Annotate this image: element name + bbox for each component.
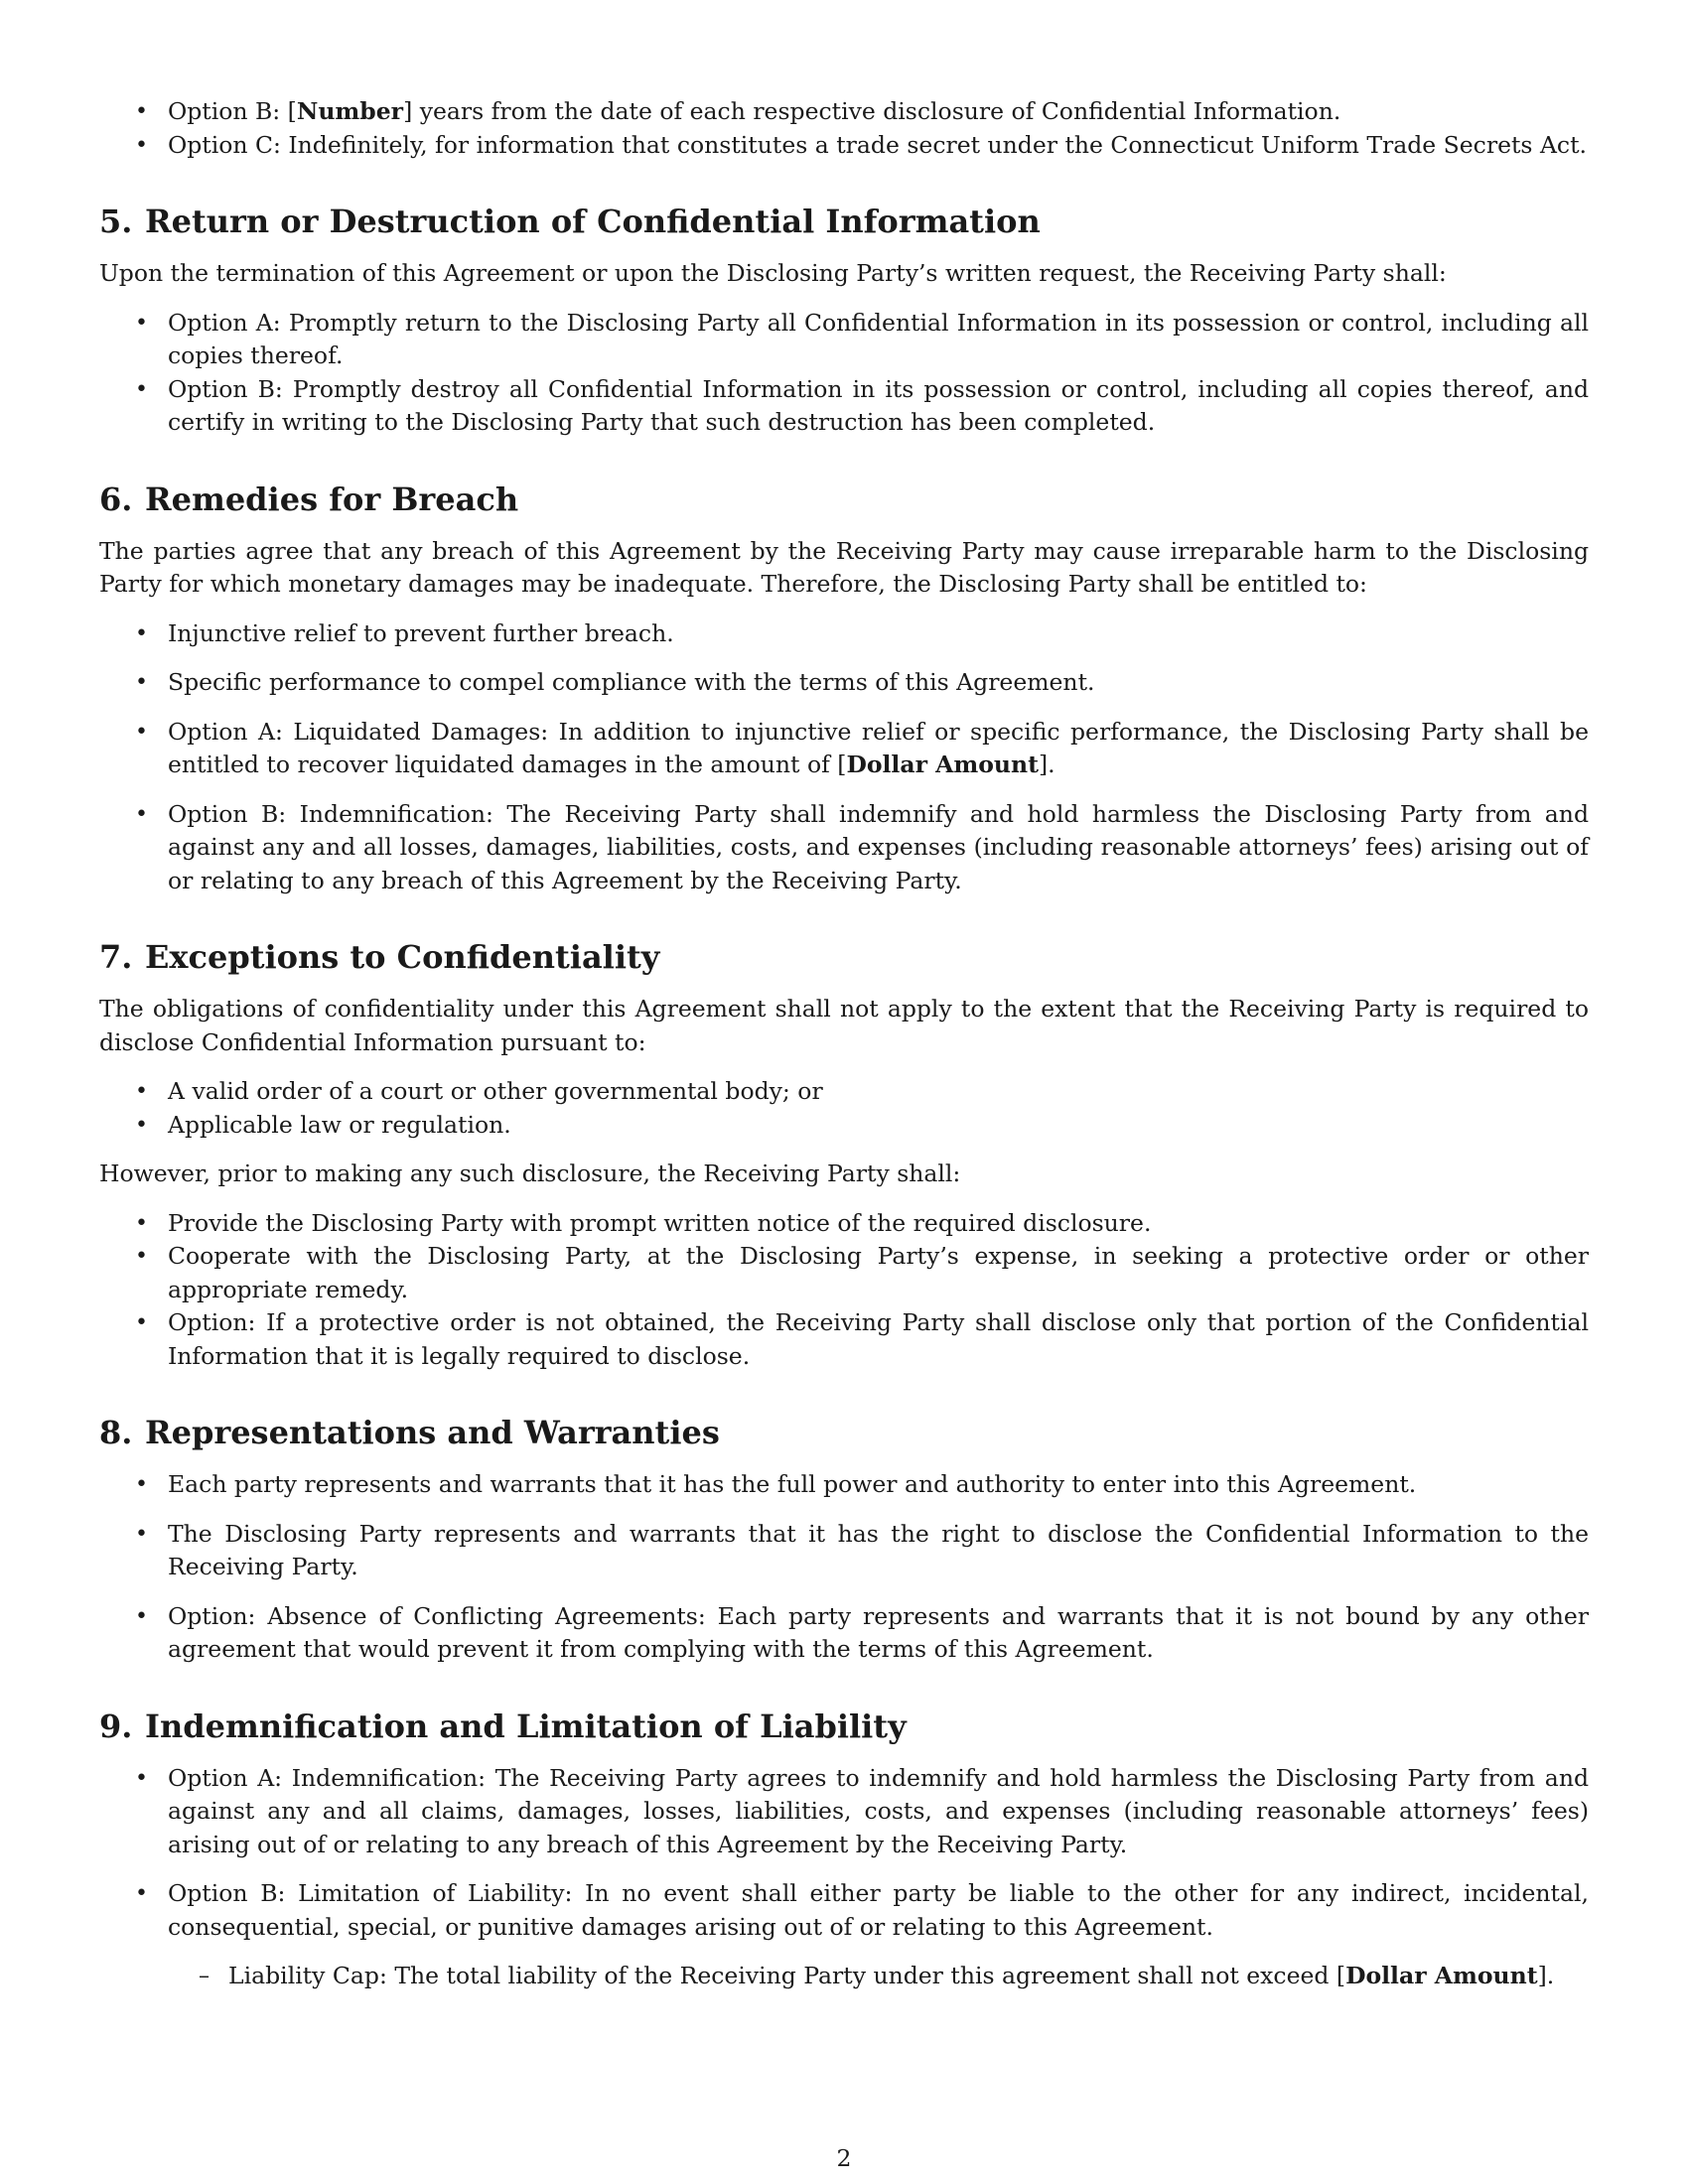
section-7-list-2 [99,1207,1589,1374]
sub-list-item: – Liability Cap: The total liability of the Receiving Party under this agreement shall not exceed [Dollar Amount]. [99,1960,1589,1993]
bullet-icon: • [135,1472,148,1497]
section-8-heading: 8. Representations and Warranties [99,1414,720,1451]
bullet-icon: • [135,1244,148,1269]
bullet-icon: • [135,620,148,646]
section-5-heading: 5. Return or Destruction of Confidential Information [99,203,1041,240]
bullet-icon: • [135,1079,148,1104]
list-item: • Option A: Indemnification: The Receiving Party agrees to indemnify and hold harmless the Disclosing Party from and against any and all claims, damages, losses, liabilities, costs, and expenses (including reasonable attorneys’ fees) arising out of or relating to any breach of this Agreement by the Receiving Party. [135,1763,1589,1858]
section-7-list [99,1075,1589,1142]
section-6-intro: The parties agree that any breach of this Agreement by the Receiving Party may cause irreparable harm to the Disclosing Party for which monetary damages may be inadequate. Therefore, the Disclosing Party shall be entitled to: [99,536,1589,598]
list-item: • Option A: Promptly return to the Disclosing Party all Confidential Information in its possession or control, including all copies thereof. [135,308,1589,369]
list-item: • Provide the Disclosing Party with prompt written notice of the required disclosure. [99,1207,1589,1241]
list-item: • Option B: Indemnification: The Receiving Party shall indemnify and hold harmless the Disclosing Party from and against any and all losses, damages, liabilities, costs, and expenses (including reasonable attorneys’ fees) arising out of or relating to any breach of this Agreement by the Receiving Party. [135,799,1589,894]
bullet-icon: • [135,1310,148,1335]
list-item: • Option A: Liquidated Damages: In addition to injunctive relief or specific performance, the Disclosing Party shall be entitled to recover liquidated damages in the amount of [Dollar Amount]. [135,717,1589,778]
document-page [99,95,1589,1993]
section-8-list [99,1468,1589,1667]
section-7-heading: 7. Exceptions to Confidentiality [99,938,660,976]
section-7-intro: The obligations of confidentiality under this Agreement shall not apply to the extent that the Receiving Party is required to disclose Confidential Information pursuant to: [99,995,1589,1056]
section-5-list [99,307,1589,440]
section-6-list [99,617,1589,898]
list-item: • The Disclosing Party represents and warrants that it has the right to disclose the Confidential Information to the Receiving Party. [135,1519,1589,1580]
bullet-icon: • [135,670,148,695]
bullet-icon: • [135,1603,148,1629]
section-7-intro-2: However, prior to making any such disclosure, the Receiving Party shall: [99,1160,961,1187]
bullet-icon: • [135,99,148,124]
list-item: • Option B: Limitation of Liability: In no event shall either party be liable to the other for any indirect, incidental, consequential, special, or punitive damages arising out of or relating to this Agreement. [135,1879,1589,1941]
bullet-icon: • [135,719,148,745]
bullet-icon: • [135,1112,148,1138]
list-item: • Specific performance to compel compliance with the terms of this Agreement. [99,666,1589,700]
section-9-list [99,1762,1589,1993]
dash-icon: – [199,1964,210,1988]
continued-options-list [99,95,1589,162]
section-9-heading: 9. Indemnification and Limitation of Liability [99,1706,907,1745]
list-item: • Injunctive relief to prevent further breach. [99,617,1589,651]
bullet-icon: • [135,310,148,336]
bullet-icon: • [135,1521,148,1547]
list-item: • Each party represents and warrants that it has the full power and authority to enter into this Agreement. [99,1468,1589,1502]
list-item: • Option: Absence of Conflicting Agreements: Each party represents and warrants that it is not bound by any other agreement that would prevent it from complying with the terms of this Agreement. [135,1601,1589,1663]
bullet-icon: • [135,801,148,827]
section-6-heading: 6. Remedies for Breach [99,479,519,518]
page-number: 2 [836,2144,852,2172]
list-item: • A valid order of a court or other governmental body; or [99,1075,1589,1109]
list-item: • Option: If a protective order is not obtained, the Receiving Party shall disclose only that portion of the Confidential Information that it is legally required to disclose. [135,1308,1589,1370]
bullet-icon: • [135,1765,148,1791]
list-item: • Option C: Indefinitely, for information that constitutes a trade secret under the Connecticut Uniform Trade Secrets Act. [99,129,1589,163]
section-5-intro: Upon the termination of this Agreement or upon the Disclosing Party’s written request, the Receiving Party shall: [99,259,1447,287]
list-item: • Applicable law or regulation. [99,1109,1589,1143]
list-item: • Cooperate with the Disclosing Party, at the Disclosing Party’s expense, in seeking a protective order or other appropriate remedy. [135,1242,1589,1303]
list-item: • Option B: [Number] years from the date of each respective disclosure of Confidential Information. [99,95,1589,129]
bullet-icon: • [135,376,148,402]
list-item: • Option B: Promptly destroy all Confidential Information in its possession or control, including all copies thereof, and certify in writing to the Disclosing Party that such destruction has been completed. [135,374,1589,436]
bullet-icon: • [135,1210,148,1236]
bullet-icon: • [135,132,148,158]
bullet-icon: • [135,1881,148,1906]
